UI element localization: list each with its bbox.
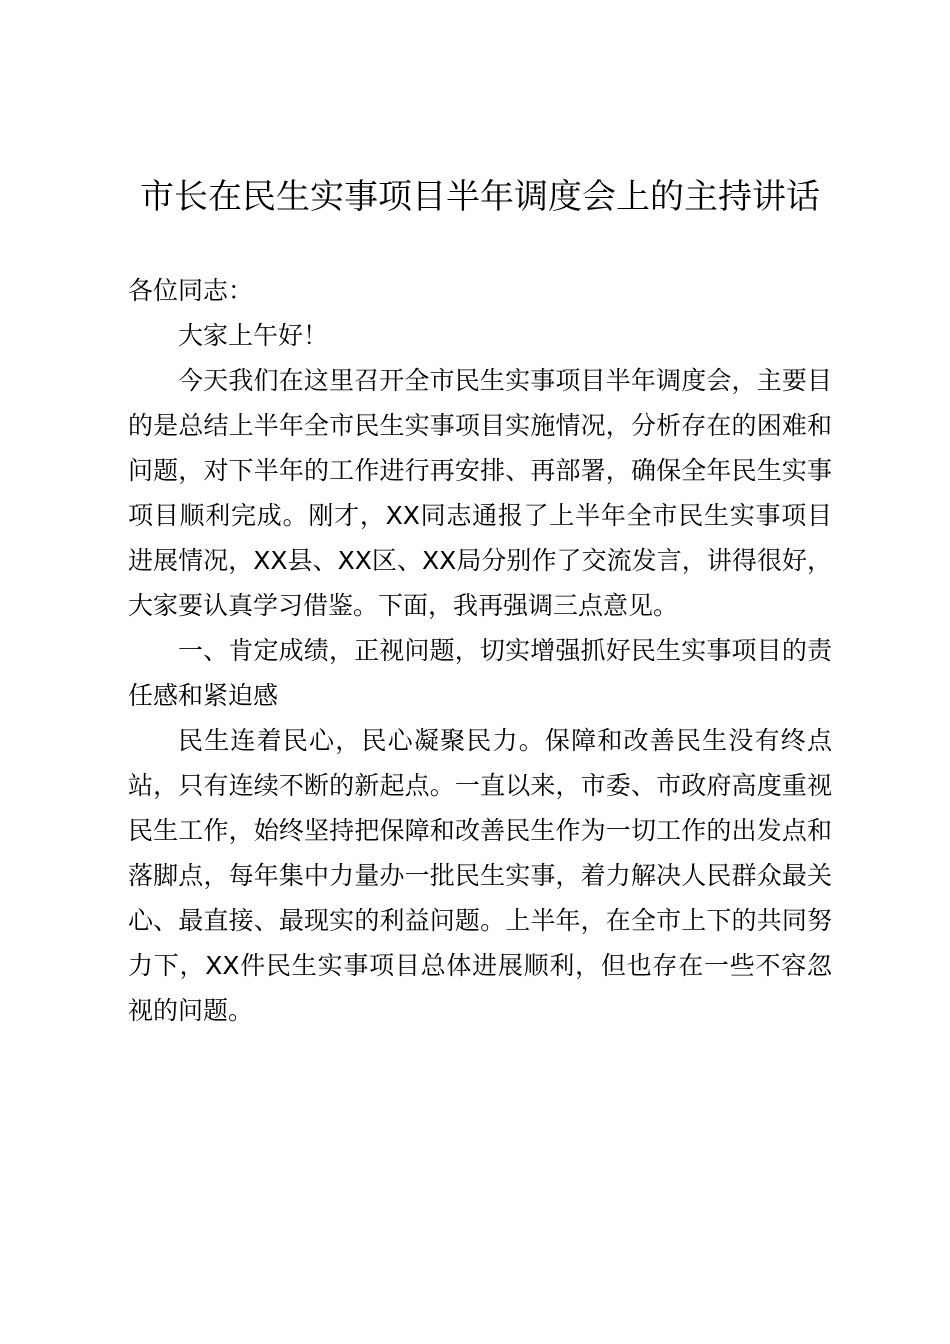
greeting-paragraph: 大家上午好！ bbox=[178, 321, 329, 350]
body-paragraph: 民生连着民心，民心凝聚民力。保障和改善民生没有终点站，只有连续不断的新起点。一直以来，市委、市政府高度重视民生工作，始终坚持把保障和改善民生作为一切工作的出发点和落脚点，每年集中力量办一批民生实事，着力解决人民群众最关心、最直接、最现实的利益问题。上半年，在全市上下的共同努力下，XX件民生实事项目总体进展顺利，但也存在一些不容忽视的问题。 bbox=[128, 726, 832, 1025]
intro-paragraph: 今天我们在这里召开全市民生实事项目半年调度会，主要目的是总结上半年全市民生实事项目实施情况，分析存在的困难和问题，对下半年的工作进行再安排、再部署，确保全年民生实事项目顺利完成。刚才，XX同志通报了上半年全市民生实事项目进展情况，XX县、XX区、XX局分别作了交流发言，讲得很好，大家要认真学习借鉴。下面，我再强调三点意见。 bbox=[128, 366, 832, 620]
section-heading: 一、肯定成绩，正视问题，切实增强抓好民生实事项目的责任感和紧迫感 bbox=[128, 636, 832, 710]
salutation: 各位同志： bbox=[128, 276, 254, 305]
document-title: 市长在民生实事项目半年调度会上的主持讲话 bbox=[140, 177, 820, 217]
document-body bbox=[128, 268, 832, 1033]
